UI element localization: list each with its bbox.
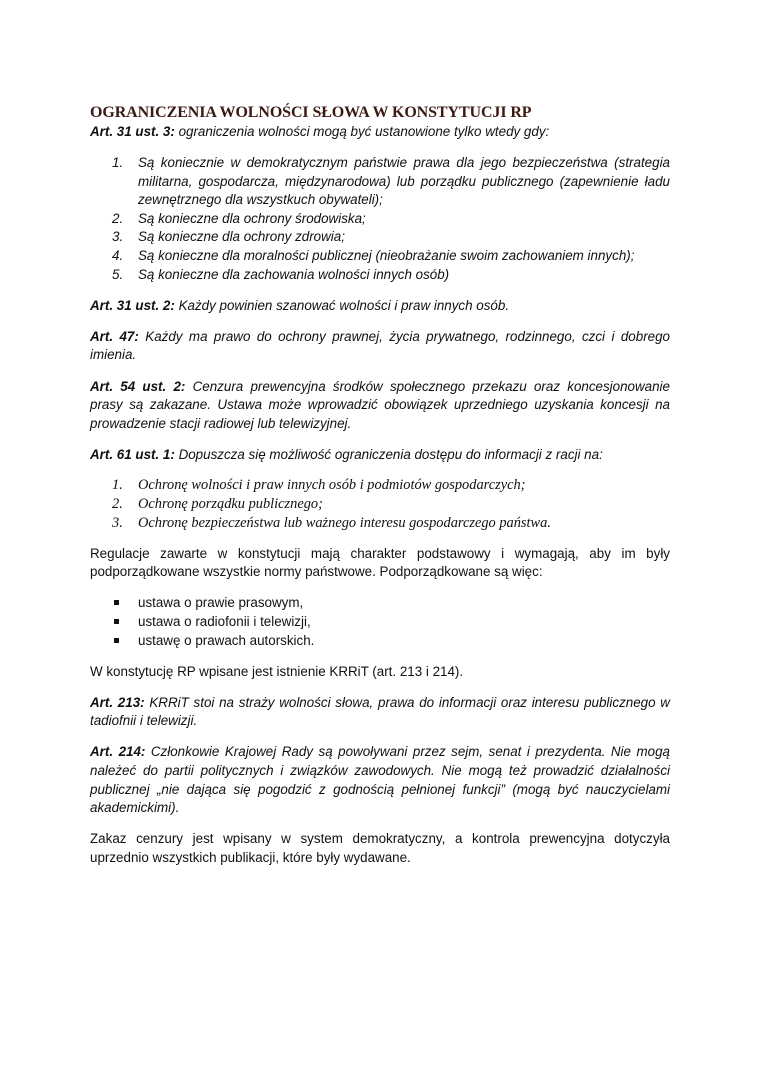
art61-paragraph: Art. 61 ust. 1: Dopuszcza się możliwość ograniczenia dostępu do informacji z racji na: (90, 446, 603, 462)
bullet-icon (114, 600, 119, 605)
access-restriction-list (90, 476, 670, 532)
art31-2-paragraph: Art. 31 ust. 2: Każdy powinien szanować wolności i praw innych osób. (90, 297, 510, 313)
art54-paragraph: Art. 54 ust. 2: Cenzura prewencyjna środków społecznego przekazu oraz koncesjonowanie prasy są zakazane. Ustawa może wprowadzić obowiązek uprzedniego uzyskania koncesji na prowadzenie stacji radiowej lub telewizyjnej. (90, 378, 670, 431)
bullet-icon (114, 619, 119, 624)
censorship-paragraph: Zakaz cenzury jest wpisany w system demokratyczny, a kontrola prewencyjna dotyczyła uprzednio wszystkich publikacji, które były wydawane. (90, 831, 670, 865)
art213-paragraph: Art. 213: KRRiT stoi na straży wolności słowa, prawa do informacji oraz interesu publicznego w tadiofnii i telewizji. (90, 694, 670, 729)
list-item: 1. Są koniecznie w demokratycznym państwie prawa dla jego bezpieczeństwa (strategia militarna, gospodarcza, międzynarodowa) lub porządku publicznego (zapewnienie ładu zewnętrznego dla wszystkuch obywateli); (112, 155, 670, 208)
art47-paragraph: Art. 47: Każdy ma prawo do ochrony prawnej, życia prywatnego, rodzinnego, czci i dobrego imienia. (90, 328, 670, 363)
list-item: 3. Ochronę bezpieczeństwa lub ważnego interesu gospodarczego państwa. (112, 514, 551, 531)
krrit-paragraph: W konstytucję RP wpisane jest istnienie KRRiT (art. 213 i 214). (90, 663, 464, 679)
bullet-icon (114, 638, 119, 643)
list-item: 5. Są konieczne dla zachowania wolności innych osób) (112, 266, 450, 282)
list-item: 1. Ochronę wolności i praw innych osób i podmiotów gospodarczych; (112, 477, 526, 494)
article-label: Art. 31 ust. 3: (90, 124, 175, 139)
list-item: 2. Ochronę porządku publicznego; (112, 496, 323, 512)
conditions-list (90, 154, 670, 284)
list-item: 4. Są konieczne dla moralności publicznej (nieobrażanie swoim zachowaniem innych); (112, 248, 635, 264)
document-page (90, 103, 670, 880)
art31-3-paragraph: Art. 31 ust. 3: ograniczenia wolności mogą być ustanowione tylko wtedy gdy: (90, 124, 550, 139)
regulations-paragraph: Regulacje zawarte w konstytucji mają charakter podstawowy i wymagają, aby im były podporządkowane wszystkie normy państwowe. Podporządkowane są więc: (90, 545, 670, 580)
list-item: ustawa o prawie prasowym, (90, 594, 670, 613)
list-item: 2. Są konieczne dla ochrony środowiska; (112, 210, 366, 226)
document-title: OGRANICZENIA WOLNOŚCI SŁOWA W KONSTYTUCJI RP (90, 104, 532, 121)
art214-paragraph: Art. 214: Członkowie Krajowej Rady są powoływani przez sejm, senat i prezydenta. Nie mogą należeć do partii politycznych i związków zawodowych. Nie mogą też prowadzić działalności publicznej „nie dająca się pogodzić z godnością pełnionej funkcji” (mogą być nauczycielami akademickimi). (90, 744, 670, 816)
list-item: ustawa o radiofonii i telewizji, (90, 613, 670, 632)
laws-bullet-list (90, 594, 670, 650)
list-item: 3. Są konieczne dla ochrony zdrowia; (112, 229, 345, 245)
list-item: ustawę o prawach autorskich. (90, 632, 670, 651)
